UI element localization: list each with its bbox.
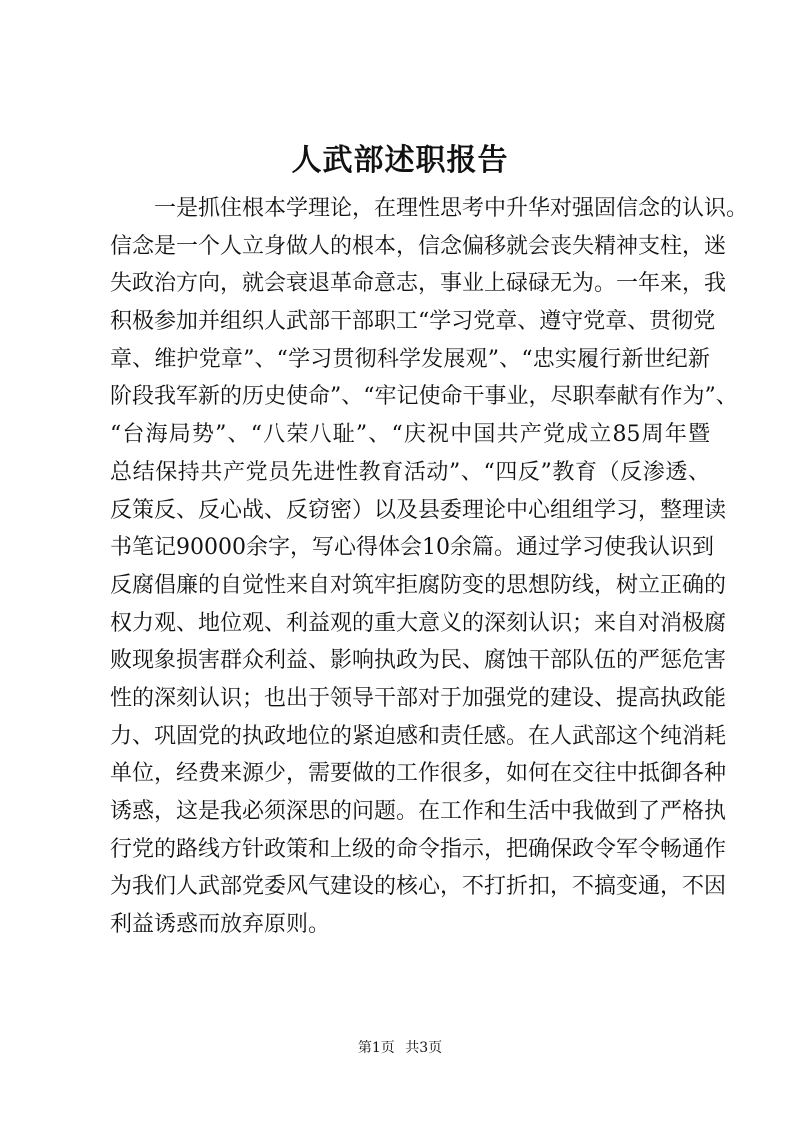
body-line-4: 积极参加并组织人武部干部职工“学习党章、遵守党章、贯彻党 — [110, 309, 716, 335]
body-line-11: 反腐倡廉的自觉性来自对筑牢拒腐防变的思想防线，树立正确的 — [110, 572, 727, 598]
body-line-6: 阶段我军新的历史使命”、“牢记使命干事业，尽职奉献有作为”、 — [110, 384, 738, 410]
body-line-10: 书笔记90000余字，写心得体会10余篇。通过学习使我认识到 — [110, 535, 714, 561]
body-line-1: 一是抓住根本学理论，在理性思考中升华对强固信念的认识。 — [110, 196, 749, 221]
body-line-19: 为我们人武部党委风气建设的核心，不打折扣，不搞变通，不因 — [110, 874, 727, 900]
body-line-15: 力、巩固党的执政地位的紧迫感和责任感。在人武部这个纯消耗 — [110, 723, 727, 749]
body-line-16: 单位，经费来源少，需要做的工作很多，如何在交往中抵御各种 — [110, 761, 727, 787]
body-line-8: 总结保持共产党员先进性教育活动”、“四反”教育（反渗透、 — [110, 459, 710, 485]
body-line-13: 败现象损害群众利益、影响执政为民、腐蚀干部队伍的严惩危害 — [110, 648, 727, 674]
body-line-9: 反策反、反心战、反窃密）以及县委理论中心组组学习，整理读 — [110, 497, 727, 523]
body-line-18: 行党的路线方针政策和上级的命令指示，把确保政令军令畅通作 — [110, 836, 727, 862]
page-number-current: 第1页 — [357, 1040, 395, 1056]
body-line-2: 信念是一个人立身做人的根本，信念偏移就会丧失精神支柱，迷 — [110, 233, 727, 259]
body-line-7: “台海局势”、“八荣八耻”、“庆祝中国共产党成立85周年暨 — [110, 422, 710, 448]
body-line-14: 性的深刻认识；也出于领导干部对于加强党的建设、提高执政能 — [110, 685, 727, 711]
document-title: 人武部述职报告 — [291, 143, 509, 178]
page-footer — [0, 1038, 800, 1058]
body-line-3: 失政治方向，就会衰退革命意志，事业上碌碌无为。一年来，我 — [110, 271, 727, 297]
document-body — [110, 190, 749, 944]
body-line-5: 章、维护党章”、“学习贯彻科学发展观”、“忠实履行新世纪新 — [110, 346, 710, 372]
body-line-17: 诱惑，这是我必须深思的问题。在工作和生活中我做到了严格执 — [110, 799, 727, 824]
body-line-12: 权力观、地位观、利益观的重大意义的深刻认识；来自对消极腐 — [110, 610, 727, 636]
body-line-20: 利益诱惑而放弃原则。 — [110, 912, 331, 938]
page-number-total: 共3页 — [405, 1040, 443, 1056]
